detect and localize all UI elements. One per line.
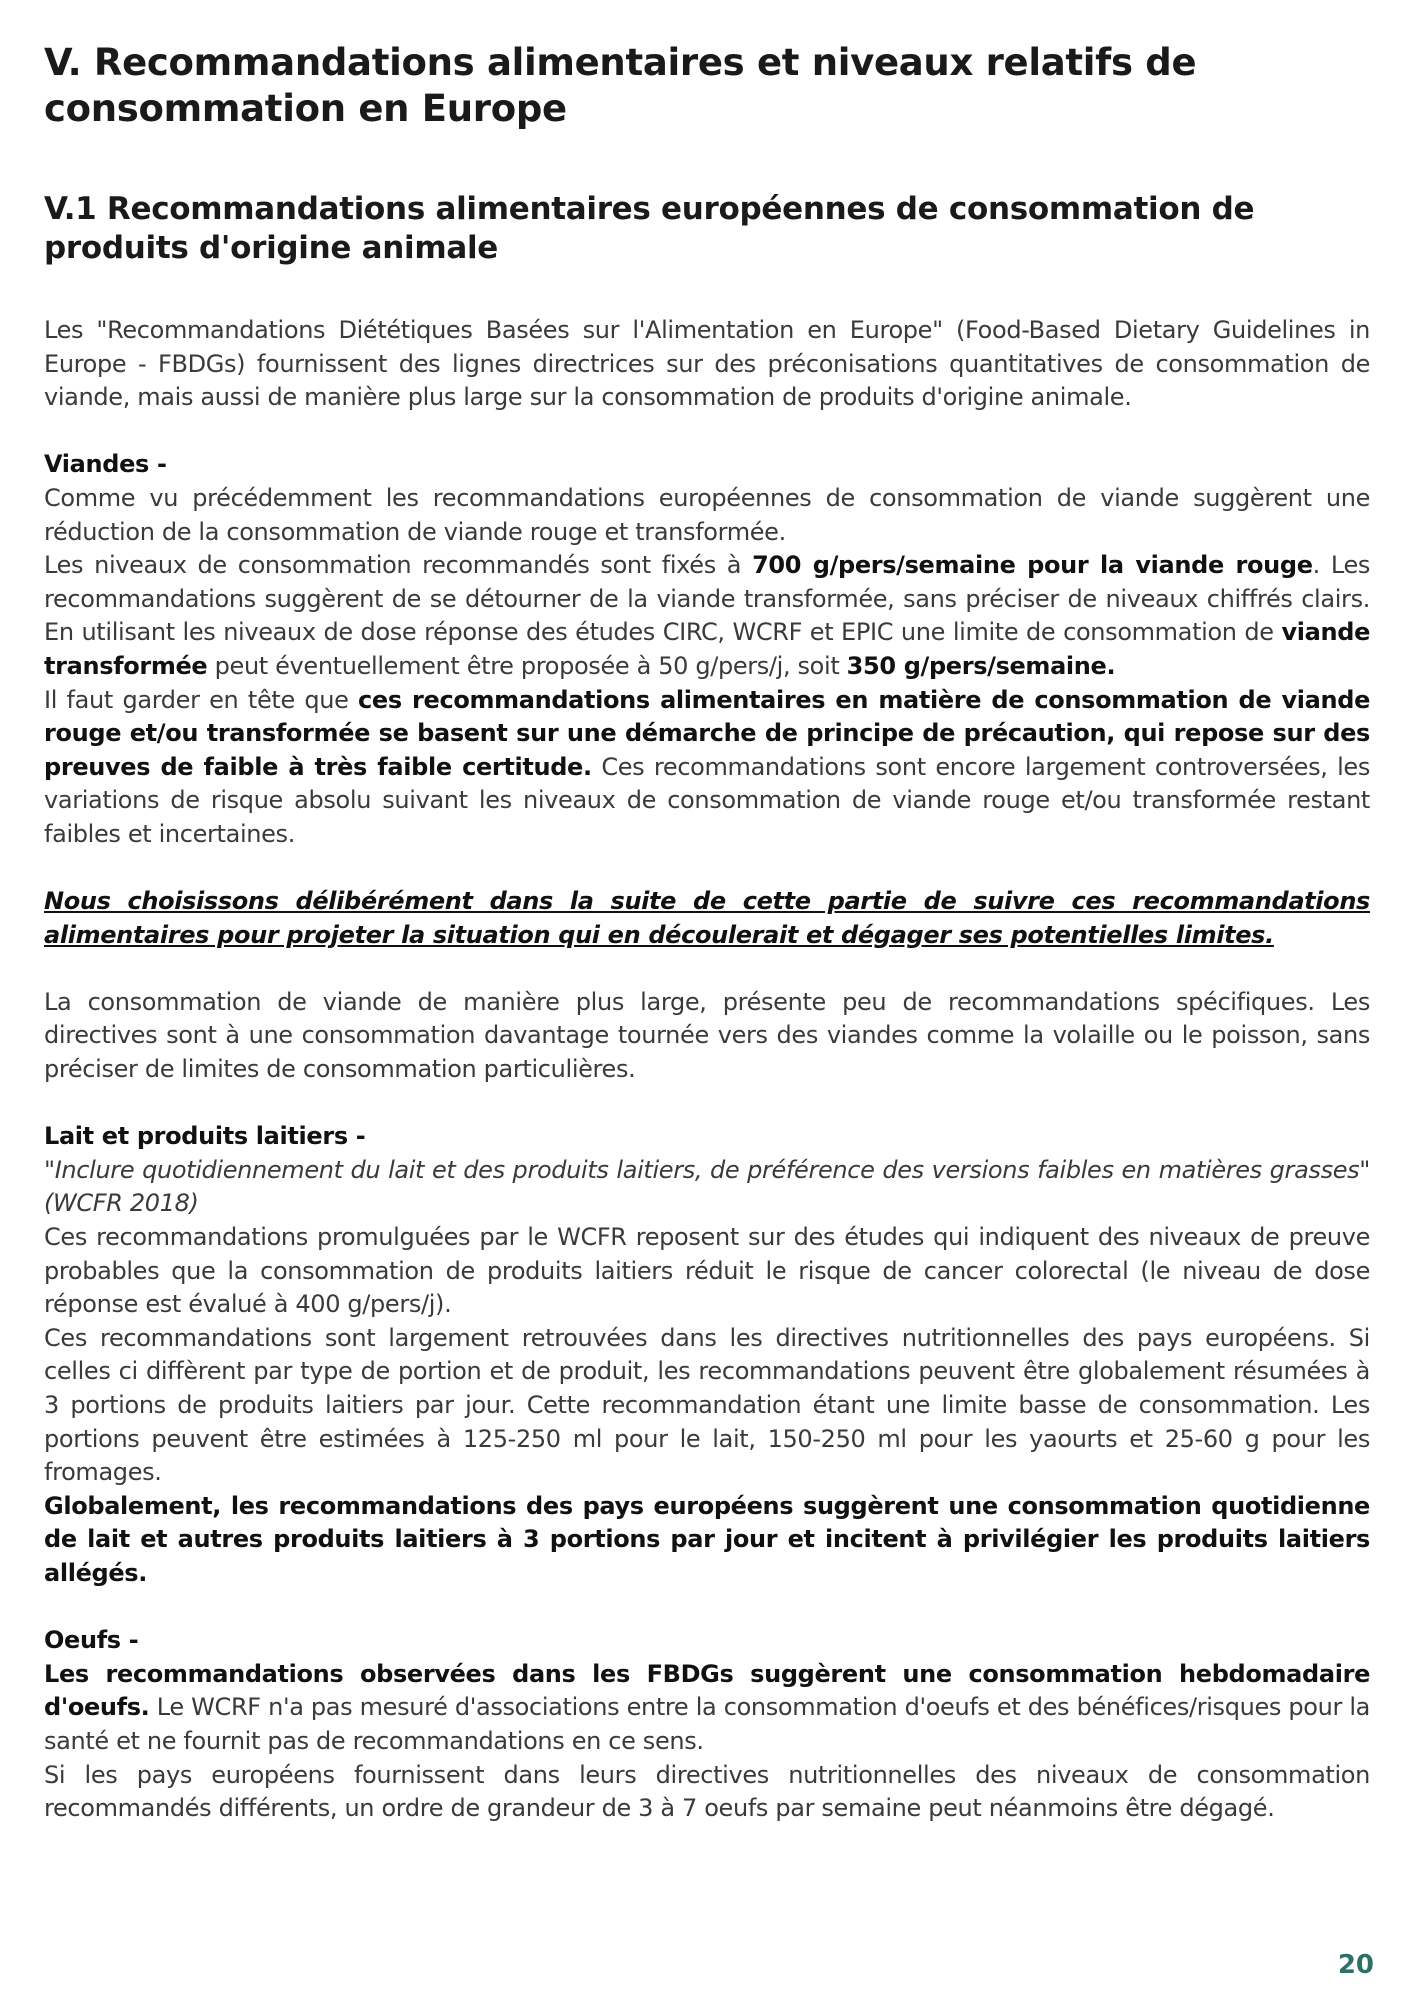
section-subtitle: V.1 Recommandations alimentaires européennes de consommation de produits d'origine animale bbox=[44, 191, 1255, 266]
bold-run: ces recommandations alimentaires en matière de consommation de viande rouge et/ou transformée se basent sur une démarche de principe de précaution, qui repose sur des preuves de faible à très faible certitude. bbox=[44, 685, 1371, 781]
bold-run: 350 g/pers/semaine. bbox=[846, 651, 1116, 680]
lait-quote: "Inclure quotidiennement du lait et des produits laitiers, de préférence des versions faibles en matières grasses" (WCFR 2018) bbox=[44, 1155, 1370, 1218]
page-title: V. Recommandations alimentaires et niveaux relatifs de consommation en Europe bbox=[44, 41, 1197, 130]
viandes-paragraph-2 bbox=[44, 549, 1370, 683]
text-run: Les niveaux de consommation recommandés sont fixés à bbox=[44, 551, 753, 580]
lait-paragraph-1: Ces recommandations promulguées par le WCFR reposent sur des études qui indiquent des niveaux de preuve probables que la consommation de produits laitiers réduit le risque de cancer colorectal (le niveau de dose réponse est évalué à 400 g/pers/j). bbox=[44, 1223, 1370, 1319]
text-run: Il faut garder en tête que bbox=[44, 685, 359, 714]
lait-heading: Lait et produits laitiers - bbox=[44, 1122, 366, 1151]
document-page bbox=[44, 40, 1370, 1826]
lait-paragraph-2: Ces recommandations sont largement retrouvées dans les directives nutritionnelles des pays européens. Si celles ci diffèrent par type de portion et de produit, les recommandations peuvent être globalement résumées à 3 portions de produits laitiers par jour. Cette recommandation étant une limite basse de consommation. Les portions peuvent être estimées à 125-250 ml pour le lait, 150-250 ml pour les yaourts et 25-60 g pour les fromages. bbox=[44, 1323, 1370, 1487]
viandes-paragraph-3 bbox=[44, 684, 1370, 852]
meat-broad-paragraph: La consommation de viande de manière plus large, présente peu de recommandations spécifiques. Les directives sont à une consommation davantage tournée vers des viandes comme la volaille ou le poisson, sans préciser de limites de consommation particulières. bbox=[44, 987, 1370, 1084]
oeufs-paragraph-1 bbox=[44, 1658, 1370, 1759]
oeufs-paragraph-2: Si les pays européens fournissent dans leurs directives nutritionnelles des niveaux de consommation recommandés différents, un ordre de grandeur de 3 à 7 oeufs par semaine peut néanmoins être dégagé. bbox=[44, 1760, 1370, 1823]
text-run: Le WCRF n'a pas mesuré d'associations entre la consommation d'oeufs et des bénéfices/risques pour la santé et ne fournit pas de recommandations en ce sens. bbox=[44, 1693, 1370, 1755]
text-run: . Les recommandations suggèrent de se détourner de la viande transformée, sans préciser de niveaux chiffrés clairs. En utilisant les niveaux de dose réponse des études CIRC, WCRF et EPIC une limite de consommation de bbox=[44, 551, 1371, 647]
bold-run: 700 g/pers/semaine pour la viande rouge bbox=[752, 551, 1313, 580]
emphasis-statement: Nous choisissons délibérément dans la suite de cette partie de suivre ces recommandations alimentaires pour projeter la situation qui en découlerait et dégager ses potentielles limites. bbox=[44, 887, 1370, 949]
text-run: peut éventuellement être proposée à 50 g/pers/j, soit bbox=[207, 651, 847, 680]
page-number: 20 bbox=[1337, 1950, 1374, 1980]
oeufs-heading: Oeufs - bbox=[44, 1626, 139, 1655]
viandes-heading: Viandes - bbox=[44, 450, 167, 479]
bold-run: Les recommandations observées dans les FBDGs suggèrent une consommation hebdomadaire d'oeufs. bbox=[44, 1659, 1370, 1722]
lait-paragraph-3: Globalement, les recommandations des pays européens suggèrent une consommation quotidienne de lait et autres produits laitiers à 3 portions par jour et incitent à privilégier les produits laitiers allégés. bbox=[44, 1491, 1370, 1587]
document-body bbox=[44, 314, 1370, 1826]
text-run: Ces recommandations sont encore largement controversées, les variations de risque absolu suivant les niveaux de consommation de viande rouge et/ou transformée restant faibles et incertaines. bbox=[44, 752, 1370, 848]
intro-paragraph: Les "Recommandations Diététiques Basées sur l'Alimentation en Europe" (Food-Based Dietary Guidelines in Europe - FBDGs) fournissent des lignes directrices sur des préconisations quantitatives de consommation de viande, mais aussi de manière plus large sur la consommation de produits d'origine animale. bbox=[44, 316, 1370, 412]
bold-run: viande transformée bbox=[44, 618, 1370, 680]
viandes-paragraph-1: Comme vu précédemment les recommandations européennes de consommation de viande suggèrent une réduction de la consommation de viande rouge et transformée. bbox=[44, 483, 1370, 546]
